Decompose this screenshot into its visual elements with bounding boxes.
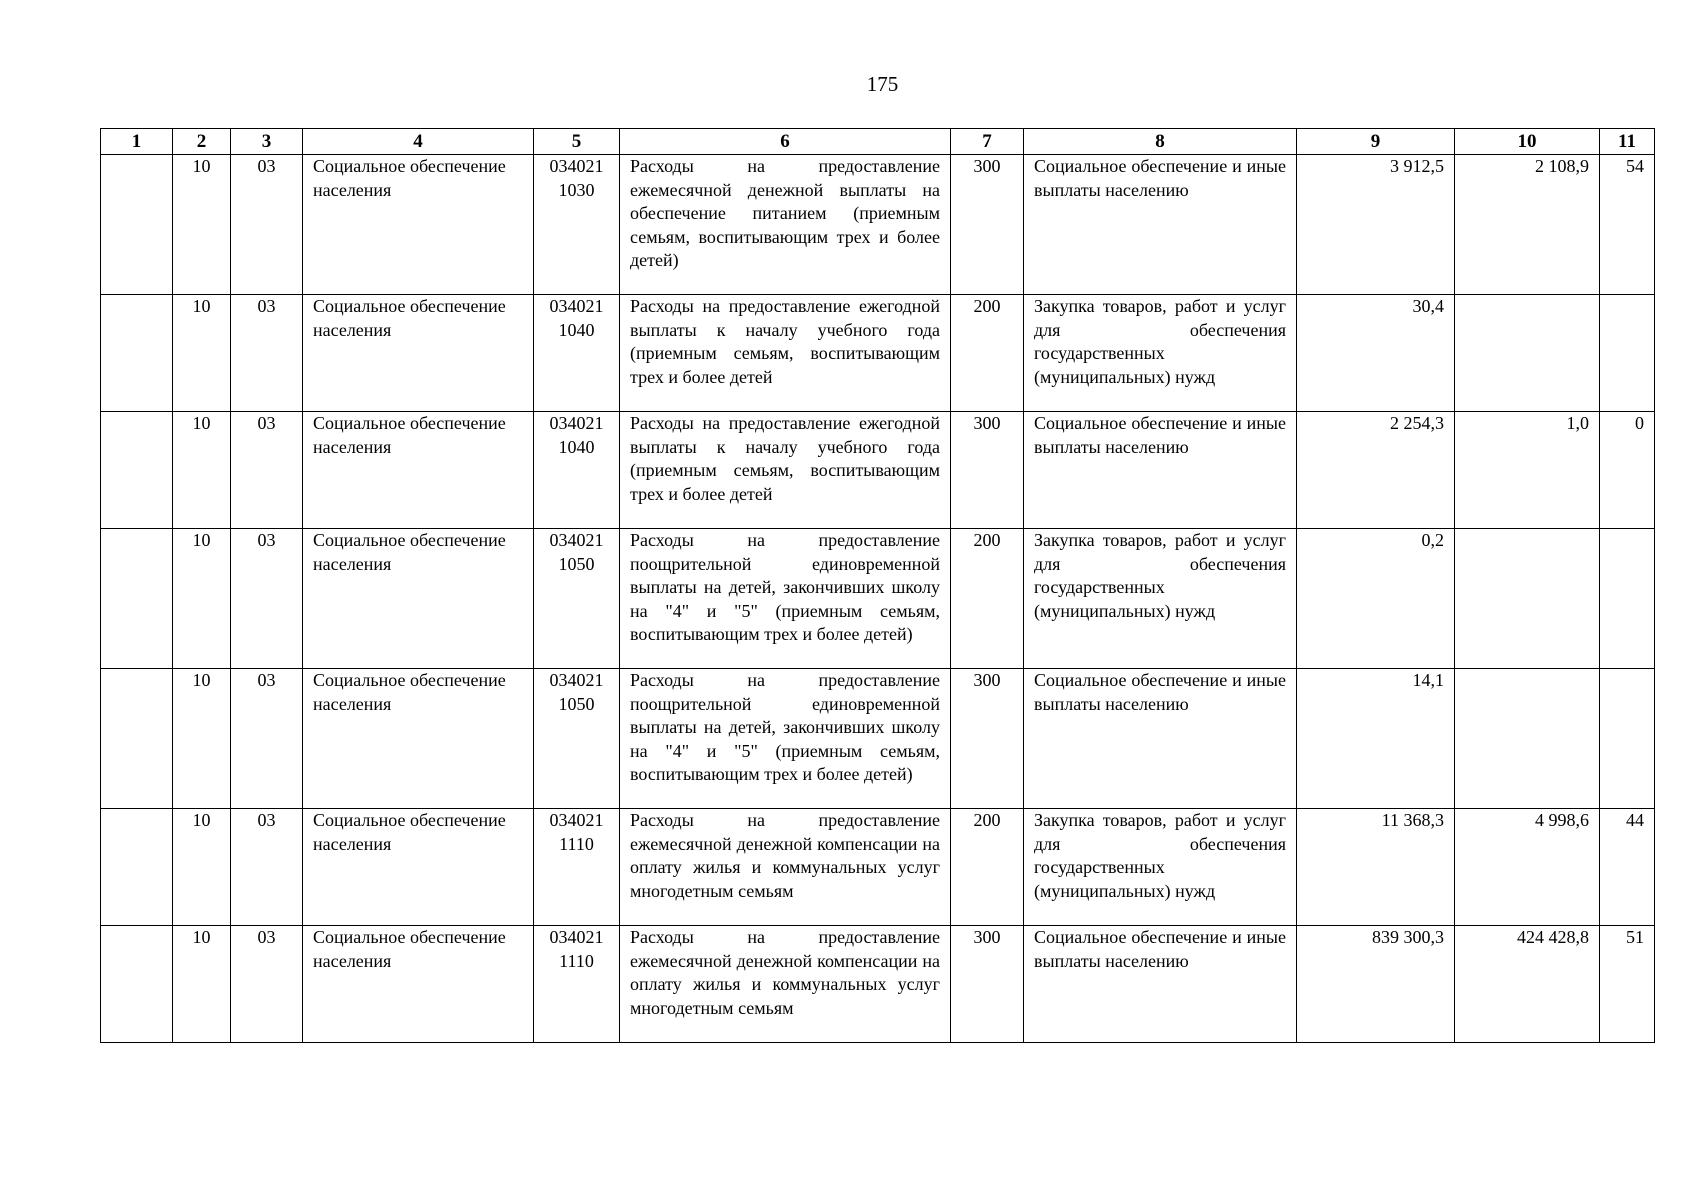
header-col-9: 9 [1297, 129, 1455, 155]
table-row [101, 669, 1655, 809]
cell-value-11: 44 [1600, 809, 1655, 926]
cell-c1 [101, 669, 173, 809]
header-col-2: 2 [173, 129, 231, 155]
cell-expense-type-name: Закупка товаров, работ и услуг для обеспечения государственных (муниципальных) нужд [1024, 529, 1297, 669]
cell-section: 10 [173, 295, 231, 412]
cell-expense-type-name: Социальное обеспечение и иные выплаты населению [1024, 155, 1297, 295]
cell-subsection: 03 [231, 412, 303, 529]
target-code-part2: 1040 [558, 436, 595, 457]
cell-expense-type-name: Социальное обеспечение и иные выплаты населению [1024, 926, 1297, 1043]
cell-value-10 [1455, 529, 1600, 669]
cell-section: 10 [173, 529, 231, 669]
target-code-part1: 034021 [549, 413, 604, 433]
cell-description: Расходы на предоставление поощрительной единовременной выплаты на детей, закончивших школу на "4" и "5" (приемным семьям, воспитывающим трех и более детей) [620, 529, 951, 669]
cell-subsection: 03 [231, 926, 303, 1043]
cell-value-9: 30,4 [1297, 295, 1455, 412]
cell-c1 [101, 809, 173, 926]
table-row [101, 809, 1655, 926]
target-code-part2: 1110 [559, 833, 594, 854]
cell-c1 [101, 155, 173, 295]
cell-value-11: 0 [1600, 412, 1655, 529]
cell-expense-type-name: Закупка товаров, работ и услуг для обеспечения государственных (муниципальных) нужд [1024, 295, 1297, 412]
cell-section: 10 [173, 412, 231, 529]
cell-subsection-name: Социальное обеспечение населения [303, 412, 534, 529]
header-col-7: 7 [951, 129, 1024, 155]
cell-value-9: 11 368,3 [1297, 809, 1455, 926]
cell-expense-type: 200 [951, 809, 1024, 926]
cell-value-10: 424 428,8 [1455, 926, 1600, 1043]
cell-subsection-name: Социальное обеспечение населения [303, 669, 534, 809]
cell-description: Расходы на предоставление ежегодной выплаты к началу учебного года (приемным семьям, воспитывающим трех и более детей [620, 412, 951, 529]
cell-expense-type: 200 [951, 295, 1024, 412]
cell-target-code [534, 926, 620, 1043]
cell-subsection: 03 [231, 809, 303, 926]
cell-expense-type-name: Социальное обеспечение и иные выплаты населению [1024, 669, 1297, 809]
cell-value-10 [1455, 295, 1600, 412]
target-code-part1: 034021 [549, 810, 604, 830]
cell-expense-type: 300 [951, 412, 1024, 529]
header-col-11: 11 [1600, 129, 1655, 155]
cell-section: 10 [173, 155, 231, 295]
cell-description: Расходы на предоставление поощрительной единовременной выплаты на детей, закончивших школу на "4" и "5" (приемным семьям, воспитывающим трех и более детей) [620, 669, 951, 809]
header-row [101, 129, 1655, 155]
header-col-10: 10 [1455, 129, 1600, 155]
cell-c1 [101, 412, 173, 529]
target-code-part1: 034021 [549, 156, 604, 176]
cell-c1 [101, 926, 173, 1043]
cell-target-code [534, 412, 620, 529]
target-code-part1: 034021 [549, 670, 604, 690]
target-code-part2: 1110 [559, 950, 594, 971]
table-row [101, 155, 1655, 295]
target-code-part1: 034021 [549, 296, 604, 316]
cell-description: Расходы на предоставление ежегодной выплаты к началу учебного года (приемным семьям, воспитывающим трех и более детей [620, 295, 951, 412]
cell-section: 10 [173, 669, 231, 809]
cell-target-code [534, 809, 620, 926]
cell-description: Расходы на предоставление ежемесячной денежной компенсации на оплату жилья и коммунальных услуг многодетным семьям [620, 926, 951, 1043]
table-row [101, 926, 1655, 1043]
header-col-6: 6 [620, 129, 951, 155]
cell-subsection: 03 [231, 669, 303, 809]
header-col-4: 4 [303, 129, 534, 155]
cell-value-11 [1600, 529, 1655, 669]
target-code-part2: 1050 [558, 553, 595, 574]
cell-value-11 [1600, 295, 1655, 412]
cell-expense-type: 200 [951, 529, 1024, 669]
target-code-part2: 1030 [558, 179, 595, 200]
cell-subsection-name: Социальное обеспечение населения [303, 926, 534, 1043]
cell-subsection-name: Социальное обеспечение населения [303, 809, 534, 926]
header-col-3: 3 [231, 129, 303, 155]
cell-value-10: 4 998,6 [1455, 809, 1600, 926]
cell-value-9: 2 254,3 [1297, 412, 1455, 529]
cell-expense-type-name: Социальное обеспечение и иные выплаты населению [1024, 412, 1297, 529]
cell-value-9: 3 912,5 [1297, 155, 1455, 295]
cell-value-9: 0,2 [1297, 529, 1455, 669]
cell-expense-type: 300 [951, 155, 1024, 295]
table-row [101, 529, 1655, 669]
cell-expense-type-name: Закупка товаров, работ и услуг для обеспечения государственных (муниципальных) нужд [1024, 809, 1297, 926]
header-col-8: 8 [1024, 129, 1297, 155]
table-row [101, 295, 1655, 412]
target-code-part2: 1050 [558, 693, 595, 714]
cell-c1 [101, 295, 173, 412]
target-code-part1: 034021 [549, 927, 604, 947]
cell-expense-type: 300 [951, 926, 1024, 1043]
cell-subsection-name: Социальное обеспечение населения [303, 155, 534, 295]
cell-subsection-name: Социальное обеспечение населения [303, 295, 534, 412]
cell-subsection: 03 [231, 295, 303, 412]
cell-subsection-name: Социальное обеспечение населения [303, 529, 534, 669]
budget-table [100, 128, 1655, 1043]
cell-subsection: 03 [231, 155, 303, 295]
header-col-5: 5 [534, 129, 620, 155]
target-code-part2: 1040 [558, 319, 595, 340]
cell-value-9: 839 300,3 [1297, 926, 1455, 1043]
cell-description: Расходы на предоставление ежемесячной денежной выплаты на обеспечение питанием (приемным семьям, воспитывающим трех и более детей) [620, 155, 951, 295]
cell-section: 10 [173, 809, 231, 926]
cell-target-code [534, 529, 620, 669]
cell-expense-type: 300 [951, 669, 1024, 809]
cell-c1 [101, 529, 173, 669]
cell-value-11: 54 [1600, 155, 1655, 295]
cell-value-10 [1455, 669, 1600, 809]
cell-value-9: 14,1 [1297, 669, 1455, 809]
page-number: 175 [866, 72, 899, 96]
cell-target-code [534, 669, 620, 809]
cell-target-code [534, 295, 620, 412]
cell-subsection: 03 [231, 529, 303, 669]
cell-target-code [534, 155, 620, 295]
header-col-1: 1 [101, 129, 173, 155]
target-code-part1: 034021 [549, 530, 604, 550]
table-row [101, 412, 1655, 529]
cell-value-11: 51 [1600, 926, 1655, 1043]
cell-description: Расходы на предоставление ежемесячной денежной компенсации на оплату жилья и коммунальных услуг многодетным семьям [620, 809, 951, 926]
cell-value-11 [1600, 669, 1655, 809]
cell-value-10: 2 108,9 [1455, 155, 1600, 295]
cell-section: 10 [173, 926, 231, 1043]
cell-value-10: 1,0 [1455, 412, 1600, 529]
